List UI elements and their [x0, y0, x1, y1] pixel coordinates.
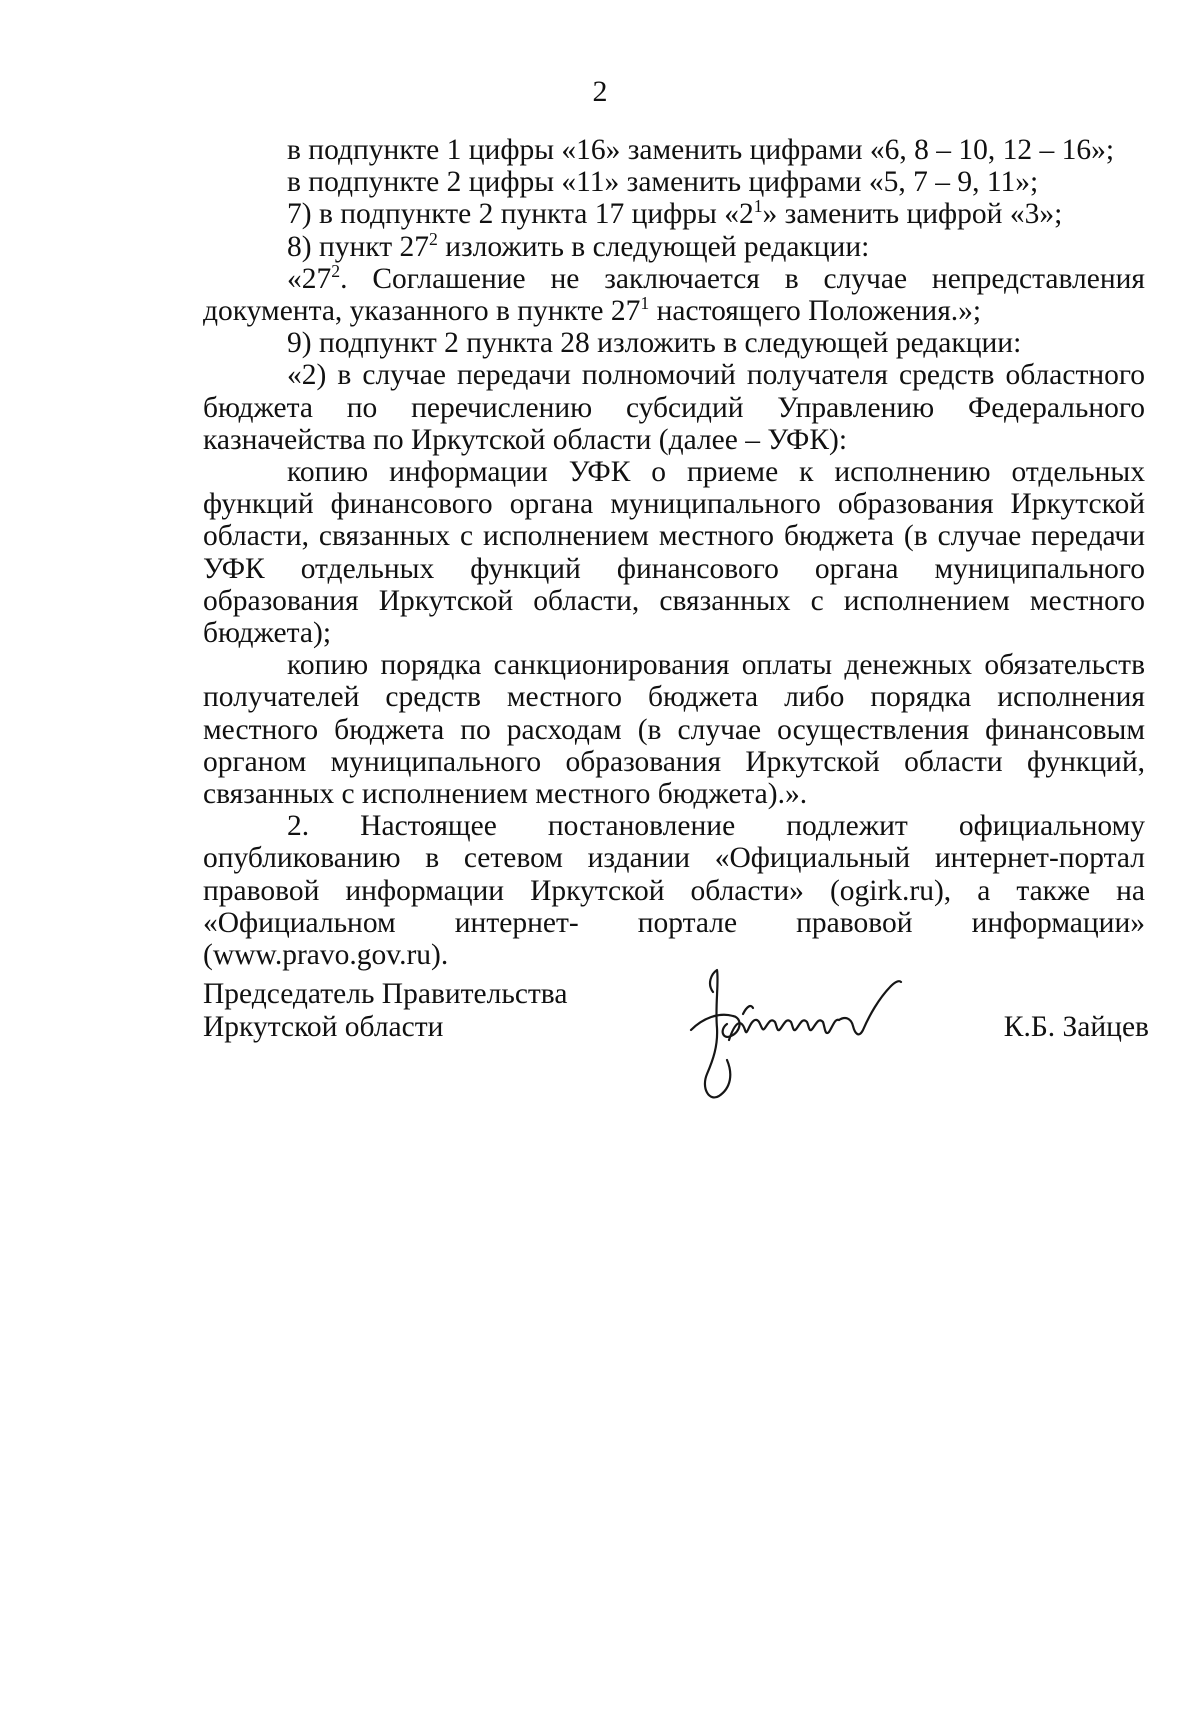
paragraph	[203, 228, 1145, 263]
paragraph-text: 9) подпункт 2 пункта 28 изложить в следующей редакции:	[287, 327, 1022, 360]
paragraph-text: 8) пункт 27	[287, 230, 429, 263]
paragraph	[203, 810, 1145, 971]
signer-name: К.Б. Зайцев	[1003, 1011, 1149, 1043]
superscript: 2	[428, 228, 438, 249]
paragraph	[203, 456, 1145, 649]
signer-title-line: Председатель Правительства	[203, 978, 568, 1010]
paragraph-text: 2. Настоящее постановление подлежит официальному опубликованию в сетевом издании «Официальный интернет-портал правовой информации Иркутской области» (ogirk.ru), а также на «Официальном интернет- портале правовой информации» (www.pravo.gov.ru).	[203, 810, 1145, 972]
paragraph	[203, 198, 1145, 230]
signature-block	[203, 978, 1149, 1128]
paragraph-text: настоящего Положения.»;	[649, 295, 982, 328]
paragraph-text: копию порядка санкционирования оплаты денежных обязательств получателей средств местного бюджета либо порядка исполнения местного бюджета по расходам (в случае осуществления финансовым органом муниципального образования Иркутской области функций, связанных с исполнением местного бюджета).».	[203, 649, 1145, 811]
paragraph-text: 7) в подпункте 2 пункта 17 цифры «2	[287, 198, 754, 231]
document-body	[203, 134, 1145, 971]
paragraph	[203, 260, 1145, 328]
paragraph-text: «2) в случае передачи полномочий получателя средств областного бюджета по перечислению субсидий Управлению Федерального казначейства по Иркутской области (далее – УФК):	[203, 359, 1145, 456]
signer-title-line: Иркутской области	[203, 1011, 444, 1043]
page-number: 2	[592, 75, 608, 108]
paragraph-text: » заменить цифрой «3»;	[762, 198, 1063, 231]
paragraph-text: «27	[287, 262, 332, 295]
paragraph	[203, 327, 1145, 359]
paragraph-text: . Соглашение не заключается в случае непредставления документа, указанного в пункте 27	[203, 262, 1145, 328]
superscript: 1	[640, 293, 650, 314]
handwritten-signature-icon	[673, 956, 943, 1106]
paragraph-text: в подпункте 1 цифры «16» заменить цифрами «6, 8 – 10, 12 – 16»;	[287, 134, 1115, 166]
paragraph-text: в подпункте 2 цифры «11» заменить цифрами «5, 7 – 9, 11»;	[287, 166, 1039, 199]
superscript: 1	[753, 196, 763, 217]
paragraph	[203, 359, 1145, 456]
paragraph	[203, 134, 1145, 166]
paragraph-text: изложить в следующей редакции:	[437, 230, 870, 263]
superscript: 2	[331, 260, 341, 281]
paragraph-text: копию информации УФК о приеме к исполнению отдельных функций финансового органа муниципального образования Иркутской области, связанных с исполнением местного бюджета (в случае передачи УФК отдельных функций финансового органа муниципального образования Иркутской области, связанных с исполнением местного бюджета);	[203, 456, 1145, 650]
signer-title	[203, 978, 603, 1044]
paragraph	[203, 166, 1145, 198]
paragraph	[203, 649, 1145, 810]
